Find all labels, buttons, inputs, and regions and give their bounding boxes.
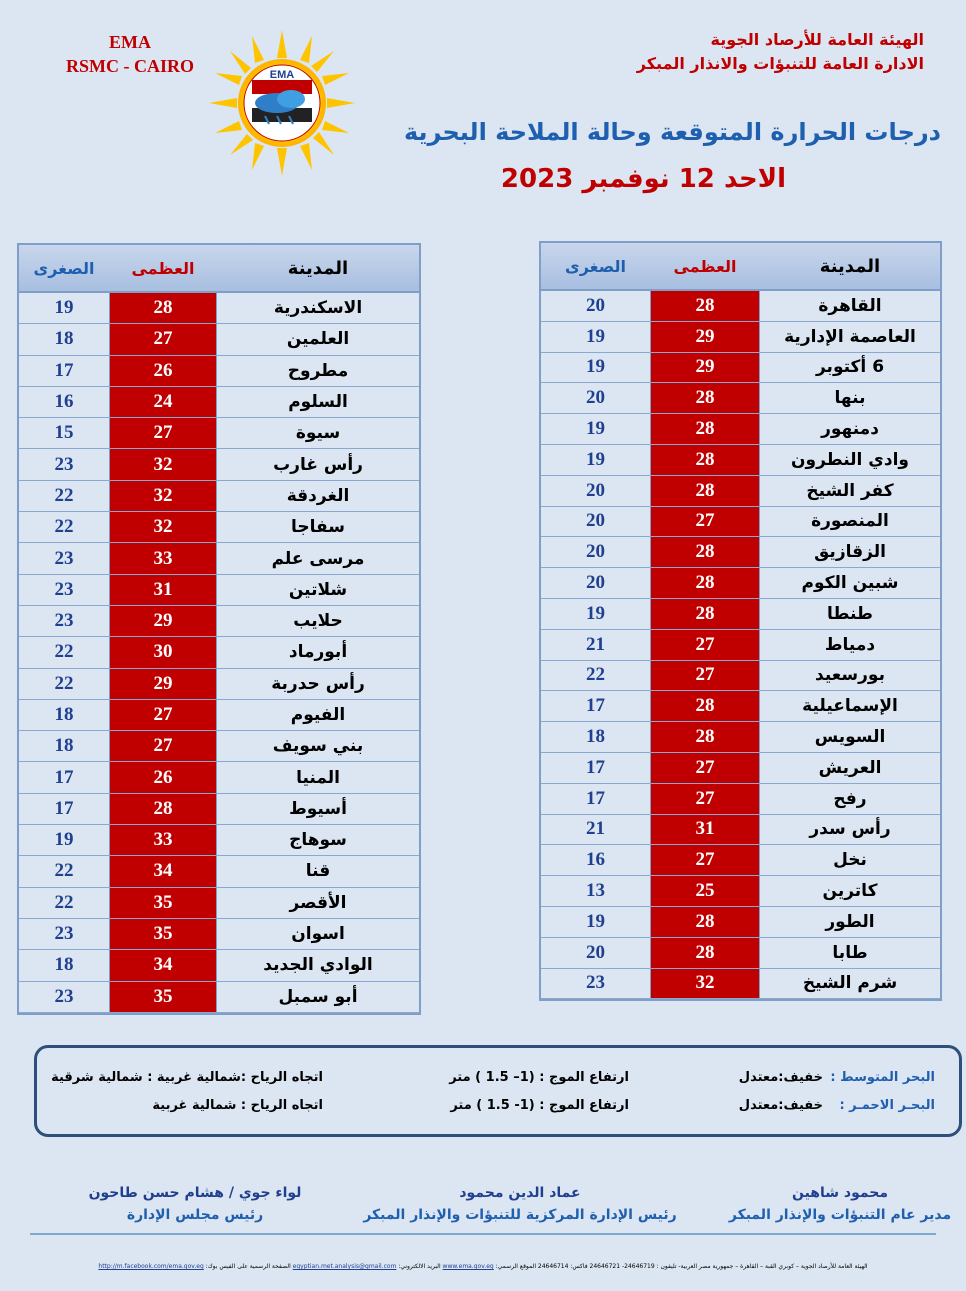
city-name: المنصورة <box>760 507 940 537</box>
footer-email-link[interactable]: egyptian.met.analysis@gmail.com <box>292 1263 397 1270</box>
header-min: الصغرى <box>565 256 626 276</box>
max-temp: 32 <box>109 481 217 511</box>
min-temp: 16 <box>541 845 650 875</box>
city-name: رأس غارب <box>217 449 419 479</box>
signature-name: لواء جوي / هشام حسن طاحون <box>88 1185 302 1201</box>
min-temp: 23 <box>19 606 109 636</box>
table-row <box>19 919 419 950</box>
city-name: أسيوط <box>217 794 419 824</box>
city-name: السلوم <box>217 387 419 417</box>
max-temp: 27 <box>650 845 760 875</box>
max-temp: 33 <box>109 825 217 855</box>
min-temp: 18 <box>19 700 109 730</box>
min-temp: 19 <box>541 599 650 629</box>
right-temperature-table <box>539 241 942 1001</box>
table-row <box>541 630 940 661</box>
min-temp: 13 <box>541 876 650 906</box>
max-temp: 27 <box>650 753 760 783</box>
city-name: مرسى علم <box>217 543 419 573</box>
min-temp: 17 <box>541 753 650 783</box>
city-name: كاترين <box>760 876 940 906</box>
max-temp: 24 <box>109 387 217 417</box>
table-row <box>541 507 940 538</box>
city-name: الاسكندرية <box>217 293 419 323</box>
max-temp: 32 <box>650 969 760 999</box>
city-name: القاهرة <box>760 291 940 321</box>
city-name: اسوان <box>217 919 419 949</box>
min-temp: 22 <box>19 856 109 886</box>
city-name: بورسعيد <box>760 661 940 691</box>
table-row <box>19 794 419 825</box>
table-row <box>19 637 419 668</box>
left-temperature-table <box>17 243 421 1015</box>
org-line-1: الهيئة العامة للأرصاد الجوية <box>710 30 924 49</box>
max-temp: 29 <box>650 322 760 352</box>
min-temp: 22 <box>19 637 109 667</box>
max-temp: 33 <box>109 543 217 573</box>
min-temp: 17 <box>19 762 109 792</box>
min-temp: 20 <box>541 383 650 413</box>
city-name: دمياط <box>760 630 940 660</box>
table-row <box>19 512 419 543</box>
min-temp: 18 <box>19 950 109 980</box>
signature-center <box>355 1182 685 1226</box>
min-temp: 22 <box>19 669 109 699</box>
sea-name: البحر المتوسط : <box>830 1070 935 1085</box>
city-name: العلمين <box>217 324 419 354</box>
max-temp: 32 <box>109 449 217 479</box>
min-temp: 18 <box>19 731 109 761</box>
max-temp: 28 <box>109 794 217 824</box>
max-temp: 27 <box>109 731 217 761</box>
max-temp: 27 <box>650 661 760 691</box>
ema-rsmc-label <box>40 30 220 78</box>
min-temp: 21 <box>541 815 650 845</box>
min-temp: 20 <box>541 938 650 968</box>
max-temp: 27 <box>109 700 217 730</box>
table-row <box>541 599 940 630</box>
max-temp: 28 <box>650 445 760 475</box>
logo-text: EMA <box>269 69 295 81</box>
table-row <box>19 449 419 480</box>
ema-logo-icon <box>207 28 357 178</box>
city-name: العريش <box>760 753 940 783</box>
min-temp: 17 <box>19 356 109 386</box>
max-temp: 30 <box>109 637 217 667</box>
table-row <box>541 815 940 846</box>
max-temp: 27 <box>650 784 760 814</box>
min-temp: 23 <box>19 543 109 573</box>
table-row <box>19 762 419 793</box>
city-name: الوادي الجديد <box>217 950 419 980</box>
city-name: وادي النطرون <box>760 445 940 475</box>
city-name: سفاجا <box>217 512 419 542</box>
min-temp: 19 <box>541 322 650 352</box>
city-name: الزقازيق <box>760 537 940 567</box>
table-row <box>19 950 419 981</box>
min-temp: 16 <box>19 387 109 417</box>
table-row <box>541 353 940 384</box>
min-temp: 15 <box>19 418 109 448</box>
table-row <box>19 856 419 887</box>
min-temp: 21 <box>541 630 650 660</box>
max-temp: 28 <box>650 414 760 444</box>
header-min: الصغرى <box>33 258 95 278</box>
table-row <box>541 537 940 568</box>
city-name: بنها <box>760 383 940 413</box>
table-row <box>19 387 419 418</box>
table-row <box>19 731 419 762</box>
table-body <box>541 291 940 999</box>
sea-name: البحـر الاحمـر : <box>839 1098 935 1113</box>
wave-height: ارتفاع الموج : (1- 1.5 ) متر <box>450 1098 629 1113</box>
min-temp: 19 <box>541 414 650 444</box>
max-temp: 27 <box>650 630 760 660</box>
max-temp: 26 <box>109 356 217 386</box>
max-temp: 35 <box>109 888 217 918</box>
table-row <box>541 322 940 353</box>
table-row <box>541 445 940 476</box>
max-temp: 28 <box>650 568 760 598</box>
rsmc-text: RSMC - CAIRO <box>66 56 194 76</box>
table-row <box>19 356 419 387</box>
header-max: العظمى <box>131 258 195 278</box>
max-temp: 28 <box>109 293 217 323</box>
city-name: السويس <box>760 722 940 752</box>
table-row <box>19 825 419 856</box>
table-row <box>19 700 419 731</box>
table-row <box>19 543 419 574</box>
city-name: طابا <box>760 938 940 968</box>
table-row <box>19 888 419 919</box>
max-temp: 28 <box>650 476 760 506</box>
max-temp: 29 <box>109 669 217 699</box>
max-temp: 27 <box>109 324 217 354</box>
signature-title: مدير عام التنبؤات والإنذار المبكر <box>728 1207 952 1223</box>
max-temp: 28 <box>650 691 760 721</box>
table-row <box>541 938 940 969</box>
min-temp: 22 <box>19 481 109 511</box>
min-temp: 22 <box>19 888 109 918</box>
table-row <box>19 481 419 512</box>
max-temp: 27 <box>109 418 217 448</box>
min-temp: 20 <box>541 476 650 506</box>
footer-facebook-label: الصفحة الرسمية على الفيس بوك: <box>203 1263 291 1270</box>
min-temp: 18 <box>541 722 650 752</box>
signature-title: رئيس الإدارة المركزية للتنبؤات والإنذار المبكر <box>363 1207 677 1223</box>
sea-state: خفيف:معتدل <box>738 1098 823 1113</box>
city-name: رأس سدر <box>760 815 940 845</box>
header-city: المدينة <box>287 257 349 279</box>
min-temp: 17 <box>19 794 109 824</box>
city-name: الغردقة <box>217 481 419 511</box>
signature-left <box>60 1182 330 1226</box>
ema-text: EMA <box>109 32 151 52</box>
min-temp: 19 <box>541 445 650 475</box>
table-row <box>541 907 940 938</box>
sea-state: خفيف:معتدل <box>738 1070 823 1085</box>
footer-website-link[interactable]: www.ema.gov.eg <box>442 1263 494 1270</box>
min-temp: 23 <box>19 982 109 1012</box>
min-temp: 22 <box>19 512 109 542</box>
max-temp: 28 <box>650 599 760 629</box>
table-row <box>19 606 419 637</box>
table-row <box>541 691 940 722</box>
table-row <box>541 969 940 1000</box>
max-temp: 31 <box>650 815 760 845</box>
org-line-2: الادارة العامة للتنبؤات والانذار المبكر <box>636 54 924 73</box>
header-city: المدينة <box>819 255 881 277</box>
footer-address: الهيئة العامة للأرصاد الجوية – كوبري القبة – القاهرة – جمهورية مصر العربية- تليفون : 24646719- 24646721 فاكس: 24646714 الموقع الرسمي: <box>495 1263 868 1270</box>
city-name: كفر الشيخ <box>760 476 940 506</box>
max-temp: 28 <box>650 907 760 937</box>
city-name: دمنهور <box>760 414 940 444</box>
min-temp: 19 <box>19 825 109 855</box>
max-temp: 32 <box>109 512 217 542</box>
table-row <box>541 383 940 414</box>
table-body <box>19 293 419 1013</box>
city-name: رفح <box>760 784 940 814</box>
city-name: أبورماد <box>217 637 419 667</box>
table-row <box>541 753 940 784</box>
table-row <box>541 784 940 815</box>
min-temp: 17 <box>541 691 650 721</box>
city-name: طنطا <box>760 599 940 629</box>
city-name: شلاتين <box>217 575 419 605</box>
city-name: الفيوم <box>217 700 419 730</box>
city-name: نخل <box>760 845 940 875</box>
min-temp: 23 <box>541 969 650 999</box>
city-name: حلايب <box>217 606 419 636</box>
sea-conditions-box <box>34 1045 962 1137</box>
min-temp: 19 <box>541 907 650 937</box>
table-row <box>541 476 940 507</box>
city-name: الأقصر <box>217 888 419 918</box>
city-name: شرم الشيخ <box>760 969 940 999</box>
table-row <box>541 876 940 907</box>
city-name: الطور <box>760 907 940 937</box>
sea-row-red-sea <box>37 1098 959 1122</box>
footer-divider <box>30 1233 936 1235</box>
max-temp: 35 <box>109 919 217 949</box>
wind-direction: اتجاه الرياح :شمالية غربية : شمالية شرقية <box>51 1070 323 1085</box>
signature-title: رئيس مجلس الإدارة <box>126 1207 264 1223</box>
signature-name: عماد الدين محمود <box>459 1185 581 1201</box>
max-temp: 34 <box>109 856 217 886</box>
city-name: العاصمة الإدارية <box>760 322 940 352</box>
table-row <box>19 324 419 355</box>
min-temp: 20 <box>541 507 650 537</box>
table-row <box>19 575 419 606</box>
signature-name: محمود شاهين <box>791 1185 889 1201</box>
footer-facebook-link[interactable]: http://m.facebook.com/ema.gov.eg <box>98 1263 204 1270</box>
table-row <box>19 982 419 1013</box>
table-header <box>541 243 940 291</box>
min-temp: 20 <box>541 291 650 321</box>
page-title: درجات الحرارة المتوقعة وحالة الملاحة البحرية <box>403 118 941 146</box>
max-temp: 34 <box>109 950 217 980</box>
wind-direction: اتجاه الرياح : شمالية غربية <box>152 1098 323 1113</box>
city-name: أبو سمبل <box>217 982 419 1012</box>
max-temp: 28 <box>650 938 760 968</box>
min-temp: 23 <box>19 449 109 479</box>
city-name: رأس حدربة <box>217 669 419 699</box>
sea-row-mediterranean <box>37 1070 959 1094</box>
footer-contact <box>30 1263 936 1270</box>
city-name: بني سويف <box>217 731 419 761</box>
min-temp: 19 <box>541 353 650 383</box>
city-name: سوهاج <box>217 825 419 855</box>
max-temp: 28 <box>650 291 760 321</box>
table-row <box>541 661 940 692</box>
min-temp: 17 <box>541 784 650 814</box>
city-name: المنيا <box>217 762 419 792</box>
max-temp: 28 <box>650 722 760 752</box>
max-temp: 31 <box>109 575 217 605</box>
table-row <box>19 418 419 449</box>
min-temp: 20 <box>541 568 650 598</box>
max-temp: 28 <box>650 537 760 567</box>
city-name: 6 أكتوبر <box>760 353 940 383</box>
page-date: الاحد 12 نوفمبر 2023 <box>500 164 786 194</box>
table-header <box>19 245 419 293</box>
max-temp: 29 <box>109 606 217 636</box>
table-row <box>541 845 940 876</box>
signature-right <box>720 1182 960 1226</box>
max-temp: 26 <box>109 762 217 792</box>
min-temp: 23 <box>19 575 109 605</box>
max-temp: 25 <box>650 876 760 906</box>
max-temp: 35 <box>109 982 217 1012</box>
organization-name <box>544 28 924 76</box>
min-temp: 23 <box>19 919 109 949</box>
header-max: العظمى <box>673 256 737 276</box>
city-name: سيوة <box>217 418 419 448</box>
table-row <box>541 291 940 322</box>
city-name: قنا <box>217 856 419 886</box>
table-row <box>541 414 940 445</box>
wave-height: ارتفاع الموج : (1– 1.5 ) متر <box>449 1070 629 1085</box>
city-name: الإسماعيلية <box>760 691 940 721</box>
table-row <box>541 722 940 753</box>
max-temp: 27 <box>650 507 760 537</box>
min-temp: 22 <box>541 661 650 691</box>
min-temp: 19 <box>19 293 109 323</box>
table-row <box>19 293 419 324</box>
city-name: شبين الكوم <box>760 568 940 598</box>
min-temp: 18 <box>19 324 109 354</box>
city-name: مطروح <box>217 356 419 386</box>
footer-email-label: البريد الالكتروني: <box>396 1263 441 1270</box>
max-temp: 28 <box>650 383 760 413</box>
table-row <box>19 669 419 700</box>
table-row <box>541 568 940 599</box>
max-temp: 29 <box>650 353 760 383</box>
min-temp: 20 <box>541 537 650 567</box>
